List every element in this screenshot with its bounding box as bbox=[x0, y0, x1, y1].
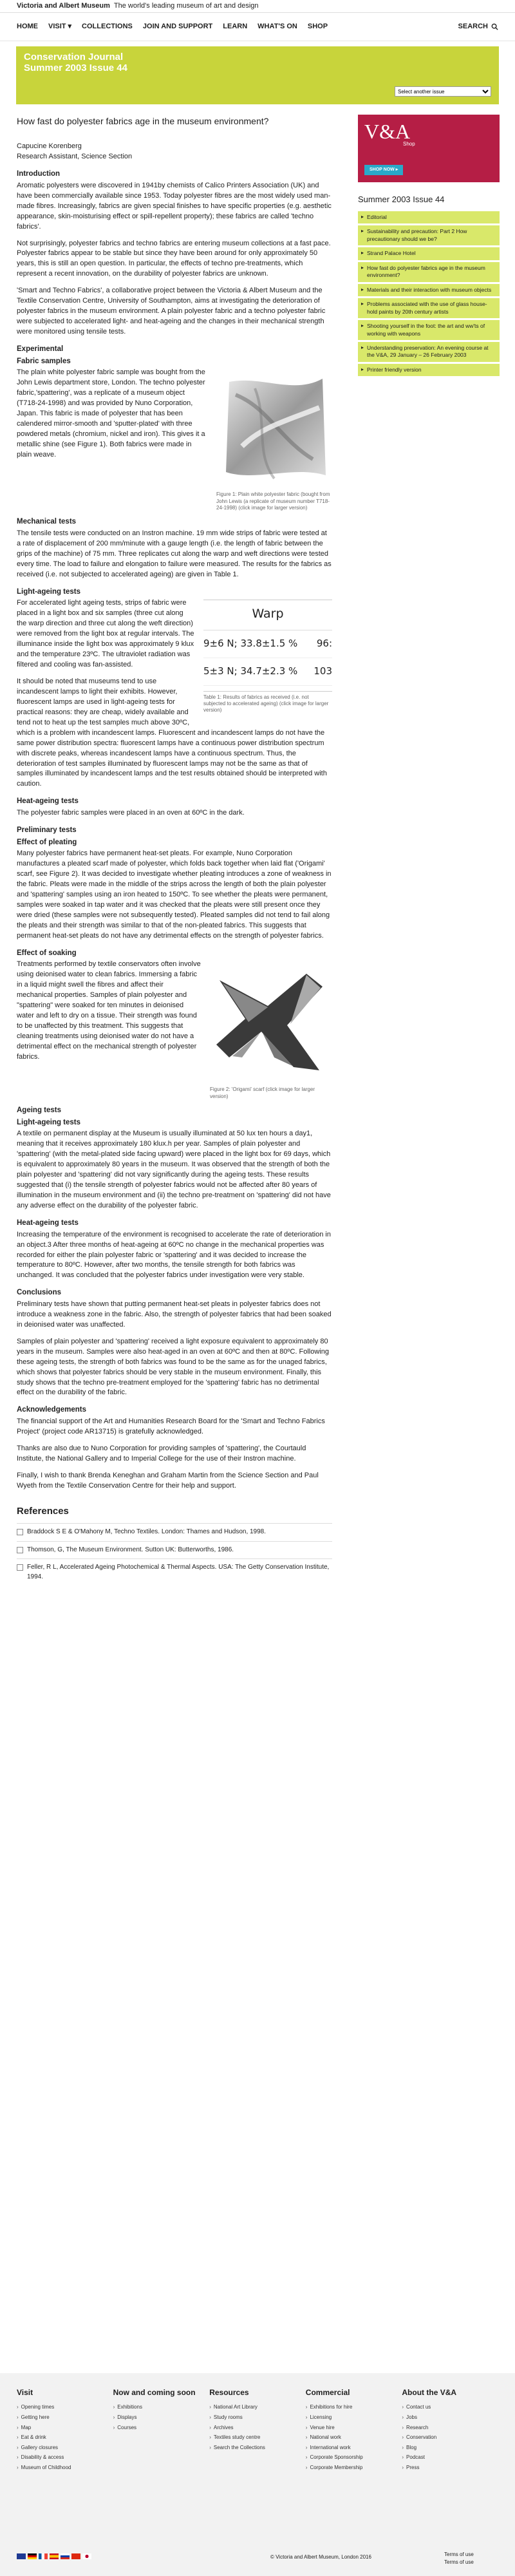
issue-links bbox=[358, 211, 500, 377]
section-heading: Experimental bbox=[17, 345, 64, 353]
paragraph: Not surprisingly, polyester fabrics and techno fabrics are entering museum collections at a fast pace. Polyester fabrics appear to be stable but since they have been around for only approximately 50 years, this is still an open question. In particular, the effects of techno pre-treatments, which represent a recent innovation, on the durability of polyester fabrics are unknown. bbox=[17, 239, 331, 278]
shop-label: Shop bbox=[403, 141, 415, 147]
footer-link[interactable]: › Courses bbox=[113, 2424, 210, 2432]
issue-link[interactable]: ▸ Sustainability and precaution: Part 2 How precautionary should we be? bbox=[358, 225, 500, 245]
shop-now-label: SHOP NOW bbox=[370, 167, 395, 172]
scarf-image[interactable] bbox=[210, 961, 332, 1080]
issue-link[interactable]: ▸ Printer friendly version bbox=[358, 364, 500, 376]
footer-link[interactable]: › Museum of Childhood bbox=[17, 2464, 113, 2472]
shop-advert[interactable] bbox=[358, 115, 500, 182]
reference-text: Thomson, G, The Museum Environment. Sutton UK: Butterworths, 1986. bbox=[27, 1546, 234, 1553]
flag-es-icon[interactable] bbox=[50, 2553, 59, 2559]
reference-text: Feller, R L, Accelerated Ageing Photochemical & Thermal Aspects. USA: The Getty Conservation Institute, 1994. bbox=[27, 1564, 330, 1580]
subsection-heading: Light-ageing tests bbox=[17, 1118, 81, 1126]
va-logo: V&A bbox=[364, 120, 411, 143]
figure-2[interactable] bbox=[210, 961, 332, 1100]
figure-1-caption: Figure 1: Plain white polyester fabric (bought from John Lewis (a replicate of museum number T718-24-1998) (click image for larger version) bbox=[216, 491, 330, 511]
chevron-down-icon: ▾ bbox=[68, 22, 72, 30]
author-name: Capucine Korenberg bbox=[17, 142, 82, 151]
subsection-heading: Effect of pleating bbox=[17, 838, 77, 846]
nav-shop[interactable]: SHOP bbox=[307, 22, 328, 30]
subsection-heading: Fabric samples bbox=[17, 357, 71, 365]
footer-col-commercial bbox=[306, 2387, 402, 2474]
brand-name[interactable]: Victoria and Albert Museum bbox=[17, 1, 110, 10]
journal-issue: Summer 2003 Issue 44 bbox=[24, 62, 127, 74]
footer-link[interactable]: › International work bbox=[306, 2444, 402, 2452]
issue-link[interactable]: ▸ Understanding preservation: An evening course at the V&A, 29 January – 26 February 2003 bbox=[358, 342, 500, 362]
references bbox=[17, 1504, 332, 1586]
footer-link[interactable]: › Displays bbox=[113, 2414, 210, 2421]
subsection-heading: Effect of soaking bbox=[17, 949, 77, 957]
arrow-right-icon: ▸ bbox=[395, 167, 398, 172]
paragraph: A textile on permanent display at the Museum is usually illuminated at 50 lux ten hours a day1, meaning that it receives approximately 180 klux.h per year. Samples of plain polyester and 'spattering' (with the metal-plated side facing upward) were placed in the light box for 69 days, which is equivalent to approximately 80 years in the museum. It was observed that the strength of both the plain polyester and 'spattering' did not vary significantly during the ageing tests. These results suggested that (i) the tensile strength of polyester fabrics would not be affected after 80 years of illumination in the museum environment and (ii) the techno pre-treatment on 'spattering' did not have any adverse effect on the durability of the polyester fabric. bbox=[17, 1130, 331, 1210]
footer-col-now bbox=[113, 2387, 210, 2474]
figure-2-caption: Figure 2: 'Origami' scarf (click image for larger version) bbox=[210, 1086, 315, 1099]
issue-link[interactable]: ▸ How fast do polyester fabrics age in the museum environment? bbox=[358, 262, 500, 282]
footer-link[interactable]: › Press bbox=[402, 2464, 498, 2472]
book-icon bbox=[17, 1529, 23, 1535]
sidebar bbox=[358, 115, 500, 378]
top-bar bbox=[0, 0, 515, 13]
section-heading: Preliminary tests bbox=[17, 826, 77, 834]
author-role: Research Assistant, Science Section bbox=[17, 153, 133, 161]
figure-1[interactable] bbox=[216, 369, 332, 511]
table-row bbox=[203, 658, 332, 686]
copyright: © Victoria and Albert Museum, London 2016 bbox=[270, 2554, 371, 2560]
nav-visit[interactable] bbox=[48, 22, 71, 32]
footer-col-about bbox=[402, 2387, 498, 2474]
footer-link[interactable]: › Conservation bbox=[402, 2434, 498, 2441]
footer-link[interactable]: › Exhibitions bbox=[113, 2403, 210, 2411]
paragraph: Samples of plain polyester and 'spattering' received a light exposure equivalent to approximately 80 years in the museum. Samples were also heat-aged in an oven at 60ºC and then at 80ºC. Following these ageing tests, the strength of both fabrics was found to be the same as for the unaged fabrics, which shows that polyester fabrics should be very stable in the museum environment. Finally, this study shows that the techno pre-treatment employed for the 'spattering' fabric has no detrimental effect on the durability of the fabric. bbox=[17, 1337, 329, 1397]
subsection-heading: Mechanical tests bbox=[17, 518, 77, 526]
footer-col-title: Commercial bbox=[305, 2388, 350, 2397]
footer-link[interactable]: › Disability & access bbox=[17, 2454, 113, 2461]
paragraph: It should be noted that museums tend to use incandescent lamps to light their exhibits. However, fluorescent lamps are used in light-ageing tests for practical reasons: they are cheap, widely available and tend not to heat up the test samples much above 30ºC, which is a problem with incandescent lamps. Fluorescent and incandescent lamps do not have the same power distribution spectra: fluorescent lamps have a continuous power distribution spectrum with discrete peaks, whereas incandescent lamps have a continuous spectrum. Thus, the deterioration of test samples illuminated by fluorescent lamps may not be the same as that of samples illuminated by incandescent lamps and the test results obtained should be interpreted with caution. bbox=[17, 677, 327, 788]
section-heading: Ageing tests bbox=[17, 1106, 62, 1115]
paragraph: 'Smart and Techno Fabrics', a collaborative project between the Victoria & Albert Museum and the Textile Conservation Centre, University of Southampton, aims at investigating the deterioration of polyester fabrics in the museum environment. A plain polyester fabric and a techno polyester fabric were subjected to accelerated light- and heat-ageing and the changes in their mechanical strength were monitored using tensile tests. bbox=[17, 287, 326, 336]
footer-link[interactable]: › Jobs bbox=[402, 2414, 498, 2421]
footer-link[interactable]: › Gallery closures bbox=[17, 2444, 113, 2452]
paragraph: Aromatic polyesters were discovered in 1941by chemists of Calico Printers Association (UK) and have been commercially available since 1953. Today polyester fibres are the most widely used man-made fibres. Increasingly, fabrics are given special finishes to have specific properties (e.g. aesthetic appearance, skin-moisturising effect or spill-repellent property); these fabrics are called 'techno fabrics'. bbox=[17, 181, 332, 231]
table-row bbox=[203, 630, 332, 658]
references-title: References bbox=[17, 1505, 69, 1517]
footer-link[interactable]: › Textiles study centre bbox=[209, 2434, 306, 2441]
table-1[interactable] bbox=[203, 600, 332, 714]
issue-select[interactable] bbox=[395, 86, 491, 97]
footer-link[interactable]: › Search the Collections bbox=[209, 2444, 306, 2452]
footer-link[interactable]: › Blog bbox=[402, 2444, 498, 2452]
footer-col-visit bbox=[17, 2387, 113, 2474]
table-1-caption: Table 1: Results of fabrics as received (i.e. not subjected to accelerated ageing) (click image for larger version) bbox=[203, 694, 329, 714]
footer-link[interactable]: › Research bbox=[402, 2424, 498, 2432]
paragraph: The tensile tests were conducted on an Instron machine. 19 mm wide strips of fabric were tested at a rate of displacement of 200 mm/minute with a gauge length (i.e. the length of fabric between the grips of the machine) of 75 mm. Three replicates cut along the warp and weft directions were tested every time. The load to failure and elongation to failure were measured. The results for the fabrics as received (i.e. not subjected to accelerated ageing) are given in Table 1. bbox=[17, 529, 332, 578]
footer-link[interactable]: › Contact us bbox=[402, 2403, 498, 2411]
paragraph: The polyester fabric samples were placed in an oven at 60ºC in the dark. bbox=[17, 809, 245, 817]
reference-item bbox=[17, 1558, 332, 1586]
footer-link[interactable]: › Study rooms bbox=[209, 2414, 306, 2421]
paragraph: Thanks are also due to Nuno Corporation for providing samples of 'spattering', the Courtauld Institute, the National Gallery and to Imperial College for the use of their Instron machine. bbox=[17, 1444, 306, 1463]
footer-col-resources bbox=[209, 2387, 306, 2474]
subsection-heading: Heat-ageing tests bbox=[17, 1218, 79, 1227]
paragraph: Many polyester fabrics have permanent heat-set pleats. For example, Nuno Corporation manufactures a pleated scarf made of polyester, which folds back together when laid flat ('Origami' scarf, see Figure 2). It was decided to investigate whether pleating introduces a zone of weakness in the fabric. Pleats were made in the middle of the strips across the length of both the plain polyester and 'spattering' samples using an iron heated to 150ºC. To see whether the pleats were permanent, samples were soaked in tap water and it was checked that the pleats were still present once they were dried (these samples were not subsequently tested). Pleated samples did not tend to fail along the pleats and their strength was similar to that of the non-pleated fabrics. This suggests that permanent heat-set pleats do not have any detrimental effects on the strength of polyester fabrics. bbox=[17, 849, 332, 940]
table-cell: 96: bbox=[316, 638, 332, 649]
article-title: How fast do polyester fabrics age in the museum environment? bbox=[17, 116, 269, 126]
footer-col-title: Now and coming soon bbox=[113, 2388, 196, 2397]
footer-link[interactable]: › Opening times bbox=[17, 2403, 113, 2411]
table-cell: 103 bbox=[314, 665, 332, 677]
footer-link[interactable]: › Archives bbox=[209, 2424, 306, 2432]
book-icon bbox=[17, 1564, 23, 1571]
paragraph: Increasing the temperature of the environment is recognised to accelerate the rate of deterioration in an object.3 After three months of heat-ageing at 60ºC no change in the mechanical properties was recorded for either the plain polyester fabric or 'spattering' and it was decided to increase the temperature to 80ºC. However, after two months, the tensile strength for both fabrics was unchanged. It was concluded that the polyester fabrics under investigation were very stable. bbox=[17, 1230, 331, 1280]
footer-link[interactable]: › National Art Library bbox=[209, 2403, 306, 2411]
legal-link[interactable]: Terms of use bbox=[444, 2552, 474, 2557]
section-heading: Introduction bbox=[17, 170, 61, 178]
section-heading: Acknowledgements bbox=[17, 1406, 86, 1414]
issue-link[interactable]: ▸ Shooting yourself in the foot: the art and ww'ts of working with weapons bbox=[358, 320, 500, 340]
subsection-heading: Heat-ageing tests bbox=[17, 797, 79, 806]
footer-link[interactable]: › Eat & drink bbox=[17, 2434, 113, 2441]
issue-link[interactable]: ▸ Strand Palace Hotel bbox=[358, 247, 500, 260]
legal-links bbox=[444, 2551, 474, 2566]
issue-heading: Summer 2003 Issue 44 bbox=[358, 194, 445, 204]
flag-fr-icon[interactable] bbox=[39, 2553, 48, 2559]
paragraph: Treatments performed by textile conservators often involve using deionised water to clean fabrics. Immersing a fabric in a liquid might swell the fibres and affect their mechanical properties. Samples of plain polyester and "spattering" were soaked for ten minutes in deionised water and left to dry on a tissue. Their strength was found to be unaffected by this treatment. This suggests that cleaning treatments using deionised water do not have a detrimental effect on the mechanical strength of polyester fabrics. bbox=[17, 960, 201, 1061]
search-label: SEARCH bbox=[458, 22, 488, 30]
journal-title: Conservation Journal bbox=[24, 52, 124, 62]
table-cell: 5±3 N; 34.7±2.3 % bbox=[203, 665, 298, 677]
main-nav bbox=[0, 13, 515, 41]
shop-now-button[interactable] bbox=[364, 165, 403, 175]
issue-link[interactable]: ▸ Problems associated with the use of glass house-hold paints by 20th century artists bbox=[358, 298, 500, 318]
reference-item bbox=[17, 1523, 332, 1541]
paragraph: The financial support of the Art and Humanities Research Board for the 'Smart and Techno Fabrics Project' (project code AR13715) is gratefully acknowledged. bbox=[17, 1417, 325, 1436]
footer-link[interactable]: › Licensing bbox=[306, 2414, 402, 2421]
brand-tagline: The world's leading museum of art and design bbox=[113, 1, 259, 10]
issue-link[interactable]: ▸ Editorial bbox=[358, 211, 500, 223]
footer-link[interactable]: › Corporate Membership bbox=[306, 2464, 402, 2472]
paragraph: The plain white polyester fabric sample was bought from the John Lewis department store, London. The techno polyester fabric,'spattering', was a replicate of a museum object (T718-24-1998) and was provided by Nuno Corporation, Japan. This fabric is made of polyester that has been calendered mirror-smooth and 'sputter-plated' with three powdered metals (chromium, nickel and iron). This gives it a metallic shine (see Figure 1). Both fabrics were made in plain weave. bbox=[17, 368, 205, 459]
reference-item bbox=[17, 1541, 332, 1559]
journal-banner bbox=[16, 46, 499, 104]
table-cell: 9±6 N; 33.8±1.5 % bbox=[203, 638, 298, 649]
footer-link[interactable]: › Podcast bbox=[402, 2454, 498, 2461]
flag-de-icon[interactable] bbox=[28, 2553, 37, 2559]
footer-col-title: Resources bbox=[209, 2388, 249, 2397]
paragraph: For accelerated light ageing tests, strips of fabric were placed in a light box and six samples (three cut along the warp direction and three cut along the weft direction) were removed from the light box at regular intervals. The illuminance inside the light box was approximately 9 klux and the temperature 23ºC. The ultraviolet radiation was filtered and cooling was fan-assisted. bbox=[17, 599, 194, 669]
language-flags bbox=[17, 2553, 91, 2559]
footer-col-title: About the V&A bbox=[402, 2388, 457, 2397]
flag-cn-icon[interactable] bbox=[71, 2553, 80, 2559]
footer-link[interactable]: › Getting here bbox=[17, 2414, 113, 2421]
footer-link[interactable]: › Corporate Sponsorship bbox=[306, 2454, 402, 2461]
flag-ru-icon[interactable] bbox=[61, 2553, 70, 2559]
nav-visit-label: VISIT bbox=[48, 22, 66, 30]
table-header: Warp bbox=[203, 605, 332, 630]
search-button[interactable] bbox=[458, 22, 498, 32]
legal-link[interactable]: Terms of use bbox=[444, 2559, 474, 2565]
paragraph: Preliminary tests have shown that putting permanent heat-set pleats in polyester fabrics does not introduce a weakness zone in the fabric. Also, the strength of polyester fabrics that had been soaked in deionised water was unaffected. bbox=[17, 1300, 332, 1329]
nav-join[interactable]: JOIN AND SUPPORT bbox=[142, 22, 213, 30]
flag-jp-icon[interactable] bbox=[82, 2553, 91, 2559]
footer-link[interactable]: › Map bbox=[17, 2424, 113, 2432]
footer-link[interactable]: › Venue hire bbox=[306, 2424, 402, 2432]
issue-link[interactable]: ▸ Materials and their interaction with museum objects bbox=[358, 284, 500, 296]
reference-text: Braddock S E & O'Mahony M, Techno Textiles. London: Thames and Hudson, 1998. bbox=[27, 1528, 267, 1536]
nav-home[interactable]: HOME bbox=[17, 22, 38, 30]
nav-whats-on[interactable]: WHAT'S ON bbox=[258, 22, 297, 30]
footer-link[interactable]: › Exhibitions for hire bbox=[306, 2403, 402, 2411]
nav-learn[interactable]: LEARN bbox=[223, 22, 248, 30]
nav-collections[interactable]: COLLECTIONS bbox=[82, 22, 133, 30]
search-icon bbox=[491, 23, 498, 30]
book-icon bbox=[17, 1547, 23, 1553]
footer-link[interactable]: › National work bbox=[306, 2434, 402, 2441]
fabric-image[interactable] bbox=[216, 369, 332, 485]
footer-col-title: Visit bbox=[17, 2388, 33, 2397]
site-footer bbox=[0, 2373, 515, 2576]
section-heading: Conclusions bbox=[17, 1289, 62, 1297]
flag-uk-icon[interactable] bbox=[17, 2553, 26, 2559]
article bbox=[17, 115, 332, 1586]
subsection-heading: Light-ageing tests bbox=[17, 587, 81, 596]
paragraph: Finally, I wish to thank Brenda Keneghan and Graham Martin from the Science Section and Paul Wyeth from the Textile Conservation Centre for their help and support. bbox=[17, 1471, 319, 1490]
